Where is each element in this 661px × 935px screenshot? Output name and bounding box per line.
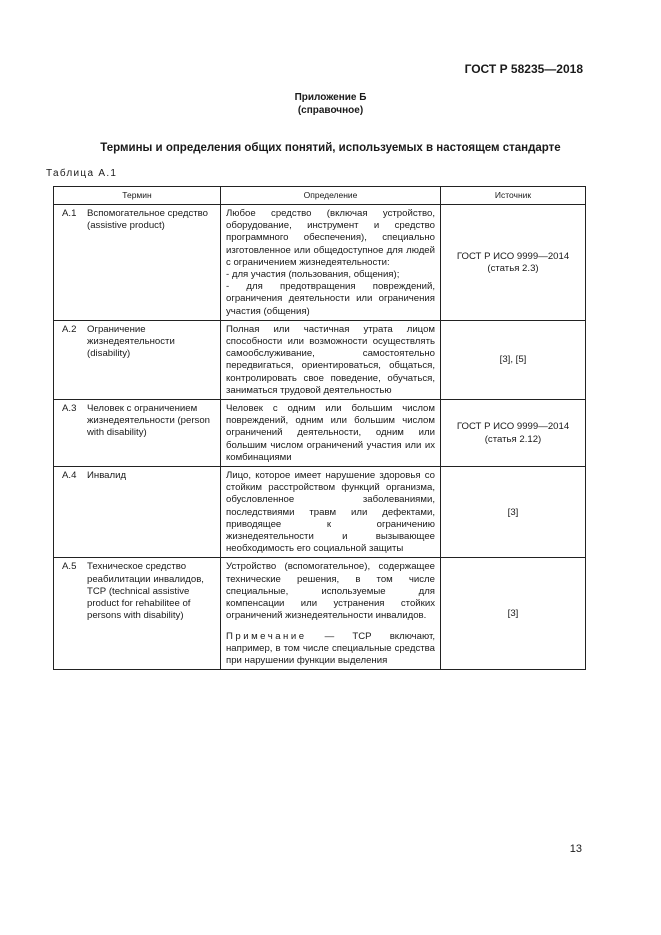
definition-note	[226, 631, 435, 668]
term-cell	[54, 558, 221, 670]
note-label: Примечание	[226, 630, 307, 642]
definition-cell	[221, 558, 441, 670]
column-header-term: Термин	[54, 187, 221, 205]
page-number: 13	[569, 843, 582, 855]
definition-item: - для участия (пользования, общения);	[226, 269, 400, 281]
term-cell	[54, 467, 221, 558]
document-title: Термины и определения общих понятий, используемых в настоящем стандарте	[100, 142, 561, 154]
source-cell	[441, 558, 586, 670]
source-text: [3], [5]	[499, 354, 527, 366]
standard-code: ГОСТ Р 58235—2018	[464, 62, 583, 76]
appendix-title: Приложение Б	[294, 92, 367, 103]
source-article: (статья 2.3)	[487, 262, 539, 274]
row-number: А.2	[62, 323, 77, 335]
term-text: Техническое средство реабилитации инвалидов, ТСР (technical assistive product for rehabilitee of persons with disability)	[87, 561, 204, 622]
definition-cell	[221, 205, 441, 321]
term-text: Ограничение жизнедеятельности (disability)	[87, 323, 175, 360]
term-text: Человек с ограничением жизнедеятельности (person with disability)	[87, 403, 211, 439]
definition-text: Лицо, которое имеет нарушение здоровья со стойким расстройством функций организма, обусловленное заболеваниями, последствиями травм или дефектами, приводящее к ограничению жизнедеятельности и вызывающее необходимость его социальной защиты	[226, 470, 435, 555]
term-text: Инвалид	[87, 470, 127, 482]
column-header-source: Источник	[441, 187, 586, 205]
table-row	[54, 320, 586, 399]
definition-cell	[221, 400, 441, 467]
source-text: [3]	[507, 608, 519, 620]
term-text: Вспомогательное средство (assistive product)	[87, 208, 208, 232]
row-number: А.3	[62, 403, 77, 415]
source-cell	[441, 400, 586, 467]
table-row	[54, 205, 586, 321]
row-number: А.5	[62, 561, 77, 573]
definition-text: Полная или частичная утрата лицом способности или возможности осуществлять самообслуживание, самостоятельно передвигаться, ориентироваться, общаться, контролировать свое поведение, обучаться, заниматься трудовой деятельностью	[226, 323, 435, 396]
table-caption: Таблица А.1	[46, 168, 118, 179]
appendix-heading	[0, 91, 661, 117]
source-article: (статья 2.12)	[484, 433, 542, 445]
source-cell	[441, 205, 586, 321]
table-row	[54, 558, 586, 670]
row-number: А.1	[62, 208, 77, 219]
definition-text: Любое средство (включая устройство, оборудование, инструмент и средство программного обеспечения), специально изготовленное или общедоступное для людей с ограничением жизнедеятельности:	[226, 208, 435, 268]
source-text: [3]	[507, 506, 519, 518]
definition-cell	[221, 467, 441, 558]
source-cell	[441, 467, 586, 558]
definition-cell	[221, 320, 441, 399]
table-row	[54, 467, 586, 558]
terms-table	[53, 186, 586, 670]
table-row	[54, 400, 586, 467]
row-number: А.4	[62, 470, 77, 482]
term-cell	[54, 400, 221, 467]
source-text: ГОСТ Р ИСО 9999—2014	[456, 421, 570, 433]
definition-item: - для предотвращения повреждений, ограничения деятельности или ограничения участия (общения)	[226, 281, 435, 317]
term-cell	[54, 320, 221, 399]
note-text: — ТСР включают, например, в том числе специальные средства при нарушении функции выделения	[226, 630, 435, 666]
term-cell	[54, 205, 221, 321]
appendix-subtitle: (справочное)	[297, 105, 364, 116]
column-header-definition: Определение	[221, 187, 441, 205]
definition-text: Устройство (вспомогательное), содержащее технические решения, в том числе специальные, используемые для компенсации или устранения стойких ограничений жизнедеятельности инвалидов.	[226, 561, 435, 622]
source-cell	[441, 320, 586, 399]
source-text: ГОСТ Р ИСО 9999—2014	[456, 250, 570, 262]
definition-text: Человек с одним или большим числом повреждений, одним или большим числом ограничений деятельности, одним или большим числом ограничений участия или их комбинациями	[226, 403, 435, 463]
table-header-row	[54, 187, 586, 205]
